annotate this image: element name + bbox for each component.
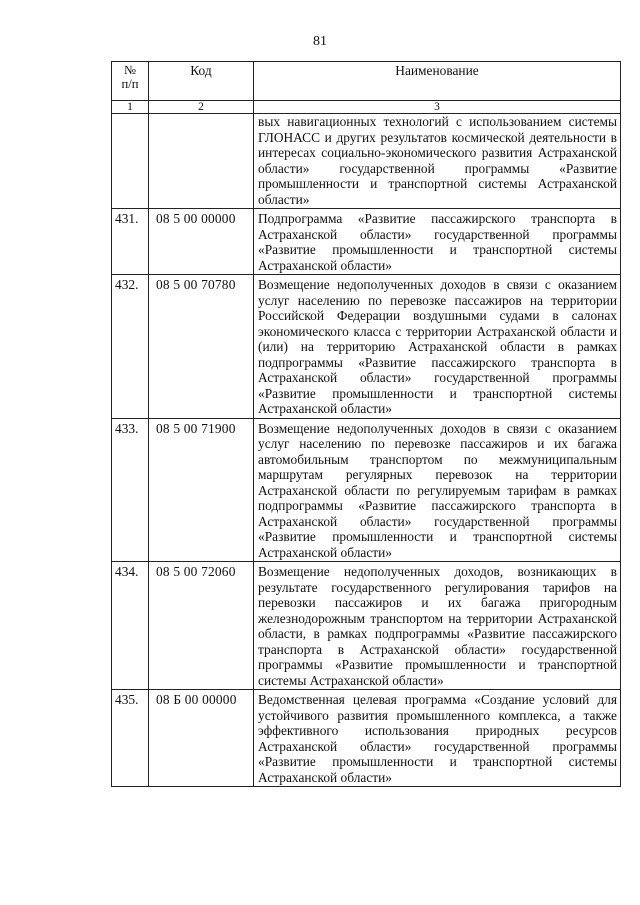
table-header-row <box>112 62 621 101</box>
row-code: 08 5 00 70780 <box>149 275 254 419</box>
page-number: 81 <box>313 34 327 49</box>
header-name: Наименование <box>254 62 621 101</box>
column-index: 2 <box>149 101 254 114</box>
row-number <box>112 114 149 209</box>
row-number: 433. <box>112 418 149 562</box>
table-row <box>112 275 621 419</box>
row-number: 434. <box>112 562 149 690</box>
row-code: 08 5 00 72060 <box>149 562 254 690</box>
table-row <box>112 418 621 562</box>
row-number: 435. <box>112 690 149 787</box>
header-number-label: № п/п <box>121 63 139 91</box>
row-name: Ведомственная целевая программа «Создание условий для устойчивого развития промышленного комплекса, а также эффективного использования природных ресурсов Астраханской области» государственной программы «Развитие промышленности и транспортной системы Астраханской области» <box>254 690 621 787</box>
column-index: 1 <box>112 101 149 114</box>
row-name: Подпрограмма «Развитие пассажирского транспорта в Астраханской области» государственной программы «Развитие промышленности и транспортной системы Астраханской области» <box>254 209 621 275</box>
row-code: 08 Б 00 00000 <box>149 690 254 787</box>
table-row <box>112 690 621 787</box>
row-name: Возмещение недополученных доходов в связи с оказанием услуг населению по перевозке пассажиров на территории Российской Федерации воздушными судами в салонах экономического класса с территории Астраханской области и (или) на территорию Астраханской области в рамках подпрограммы «Развитие пассажирского транспорта в Астраханской области» государственной программы «Развитие промышленности и транспортной системы Астраханской области» <box>254 275 621 419</box>
row-code <box>149 114 254 209</box>
row-name: вых навигационных технологий с использованием системы ГЛОНАСС и других результатов космической деятельности в интересах социально-экономического развития Астраханской области» государственной программы «Развитие промышленности и транспортной системы Астраханской области» <box>254 114 621 209</box>
row-code: 08 5 00 71900 <box>149 418 254 562</box>
row-name: Возмещение недополученных доходов, возникающих в результате государственного регулирования тарифов на перевозки пассажиров и их багажа пригородным железнодорожным транспортом на территории Астраханской области, в рамках подпрограммы «Развитие пассажирского транспорта в Астраханской области» государственной программы «Развитие промышленности и транспортной системы Астраханской области» <box>254 562 621 690</box>
row-number: 432. <box>112 275 149 419</box>
row-name: Возмещение недополученных доходов в связи с оказанием услуг населению по перевозке пассажиров и их багажа автомобильным транспортом по межмуниципальным маршрутам регулярных перевозок на территории Астраханской области по регулируемым тарифам в рамках подпрограммы «Развитие пассажирского транспорта в Астраханской области» государственной программы «Развитие промышленности и транспортной системы Астраханской области» <box>254 418 621 562</box>
header-code: Код <box>149 62 254 101</box>
table-row <box>112 114 621 209</box>
table-row <box>112 209 621 275</box>
column-index: 3 <box>254 101 621 114</box>
table-row <box>112 562 621 690</box>
row-code: 08 5 00 00000 <box>149 209 254 275</box>
budget-classification-table <box>111 61 621 787</box>
column-index-row <box>112 101 621 114</box>
row-number: 431. <box>112 209 149 275</box>
header-number <box>112 62 149 101</box>
